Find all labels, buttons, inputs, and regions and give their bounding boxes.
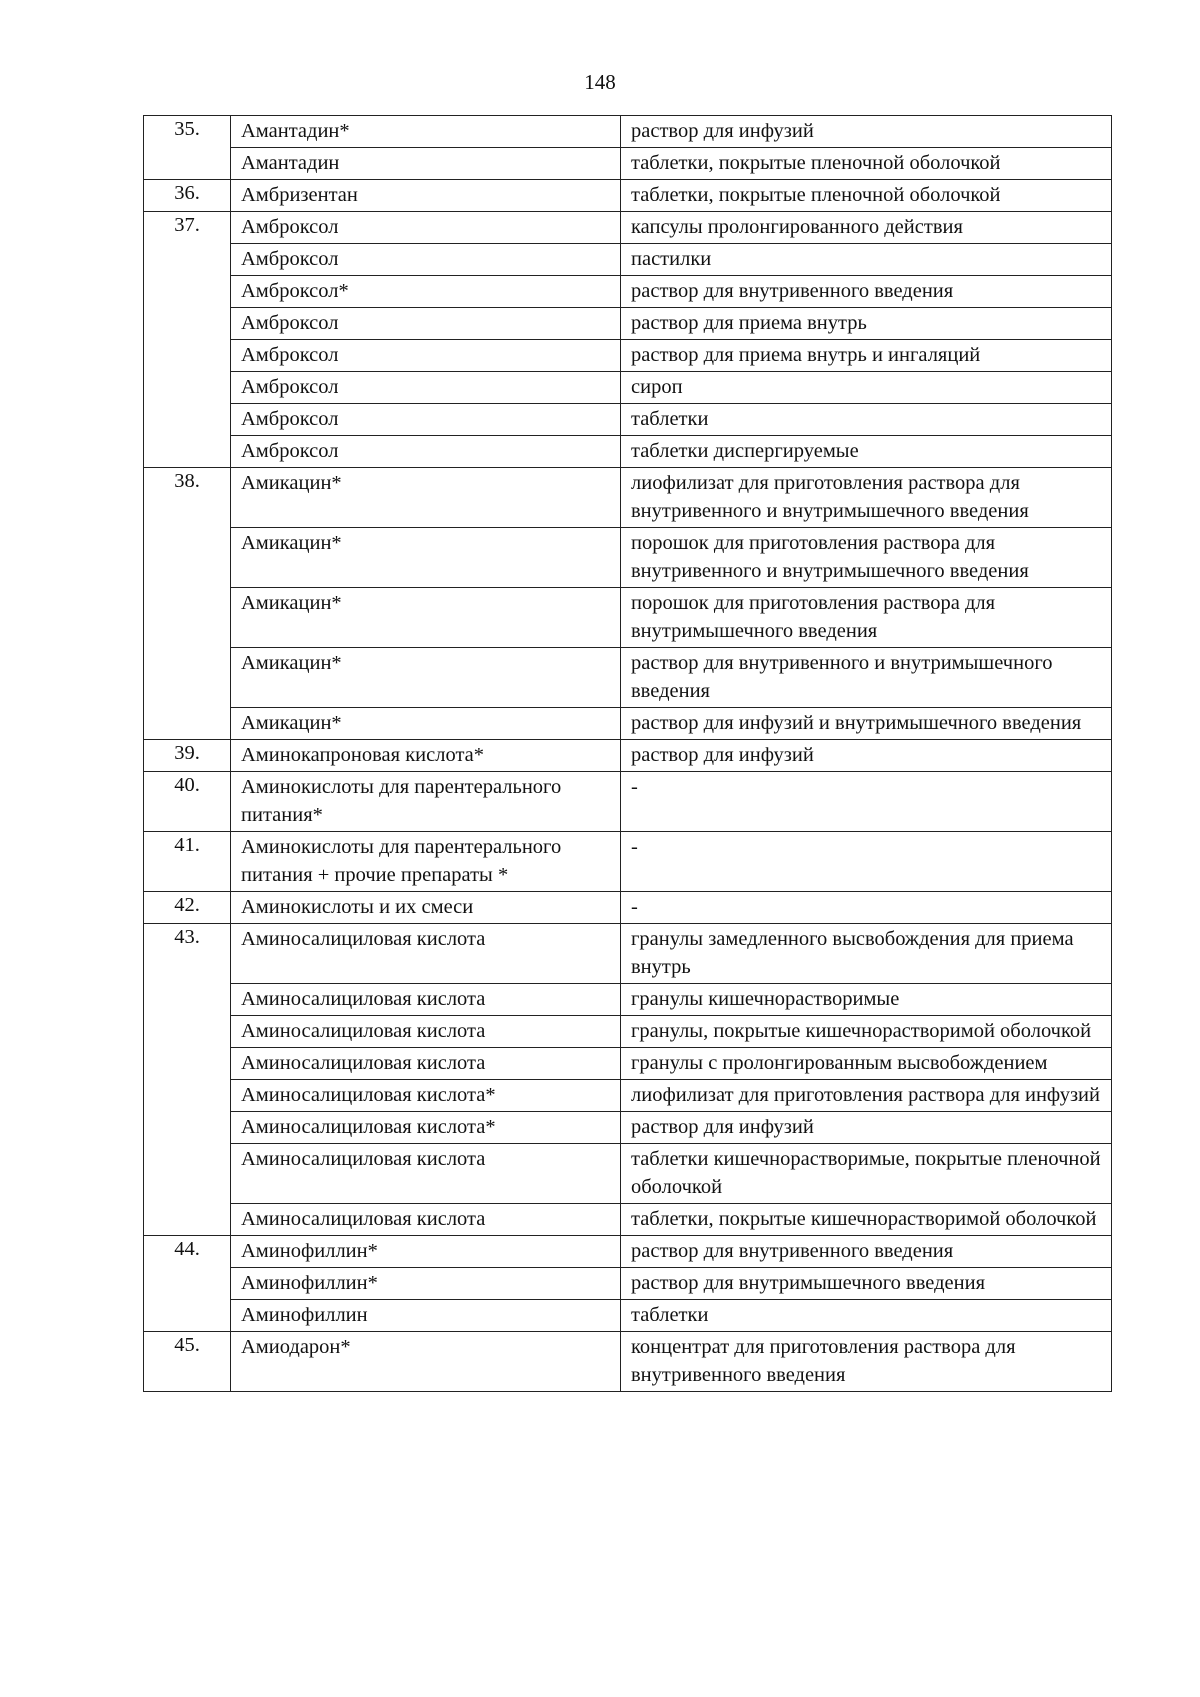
table-row xyxy=(144,1236,1112,1268)
table-row xyxy=(144,1204,1112,1236)
dosage-form-cell: раствор для инфузий и внутримышечного введения xyxy=(621,708,1112,740)
drug-name-cell: Аминосалициловая кислота xyxy=(231,1204,621,1236)
dosage-form-cell: раствор для внутривенного и внутримышечного введения xyxy=(621,648,1112,708)
drug-name-cell: Аминофиллин* xyxy=(231,1236,621,1268)
dosage-form-cell: раствор для инфузий xyxy=(621,740,1112,772)
drug-name-cell: Аминосалициловая кислота xyxy=(231,924,621,984)
table-row xyxy=(144,924,1112,984)
dosage-form-cell: порошок для приготовления раствора для внутривенного и внутримышечного введения xyxy=(621,528,1112,588)
table-row xyxy=(144,740,1112,772)
table-row xyxy=(144,1016,1112,1048)
dosage-form-cell: раствор для инфузий xyxy=(621,1112,1112,1144)
table-row xyxy=(144,588,1112,648)
drug-name-cell: Амикацин* xyxy=(231,468,621,528)
dosage-form-cell: таблетки, покрытые пленочной оболочкой xyxy=(621,180,1112,212)
table-row xyxy=(144,1268,1112,1300)
dosage-form-cell: раствор для приема внутрь xyxy=(621,308,1112,340)
row-number: 43. xyxy=(144,924,231,1236)
row-number: 41. xyxy=(144,832,231,892)
drug-name-cell: Амиодарон* xyxy=(231,1332,621,1392)
dosage-form-cell: капсулы пролонгированного действия xyxy=(621,212,1112,244)
drug-name-cell: Аминофиллин* xyxy=(231,1268,621,1300)
dosage-form-cell: раствор для инфузий xyxy=(621,116,1112,148)
drug-name-cell: Амброксол* xyxy=(231,276,621,308)
table-row xyxy=(144,436,1112,468)
table-row xyxy=(144,648,1112,708)
dosage-form-cell: гранулы кишечнорастворимые xyxy=(621,984,1112,1016)
dosage-form-cell: концентрат для приготовления раствора для внутривенного введения xyxy=(621,1332,1112,1392)
drug-name-cell: Аминокапроновая кислота* xyxy=(231,740,621,772)
drug-name-cell: Амикацин* xyxy=(231,588,621,648)
row-number: 36. xyxy=(144,180,231,212)
drug-name-cell: Аминокислоты для парентерального питания + прочие препараты * xyxy=(231,832,621,892)
drug-name-cell: Амброксол xyxy=(231,212,621,244)
dosage-form-cell: таблетки xyxy=(621,1300,1112,1332)
drug-name-cell: Аминосалициловая кислота xyxy=(231,1144,621,1204)
table-row xyxy=(144,708,1112,740)
drug-name-cell: Аминофиллин xyxy=(231,1300,621,1332)
table-row xyxy=(144,1144,1112,1204)
dosage-form-cell: пастилки xyxy=(621,244,1112,276)
drug-name-cell: Аминосалициловая кислота* xyxy=(231,1112,621,1144)
dosage-form-cell: таблетки, покрытые пленочной оболочкой xyxy=(621,148,1112,180)
dosage-form-cell: - xyxy=(621,892,1112,924)
table-row xyxy=(144,1080,1112,1112)
table-row xyxy=(144,244,1112,276)
table-body xyxy=(144,116,1112,1392)
drug-name-cell: Амброксол xyxy=(231,244,621,276)
table-row xyxy=(144,308,1112,340)
drug-name-cell: Аминосалициловая кислота* xyxy=(231,1080,621,1112)
table-row xyxy=(144,468,1112,528)
drug-name-cell: Амброксол xyxy=(231,436,621,468)
row-number: 39. xyxy=(144,740,231,772)
table-row xyxy=(144,116,1112,148)
row-number: 35. xyxy=(144,116,231,180)
dosage-form-cell: лиофилизат для приготовления раствора для инфузий xyxy=(621,1080,1112,1112)
row-number: 42. xyxy=(144,892,231,924)
drug-name-cell: Аминокислоты и их смеси xyxy=(231,892,621,924)
row-number: 40. xyxy=(144,772,231,832)
table-row xyxy=(144,832,1112,892)
dosage-form-cell: раствор для внутривенного введения xyxy=(621,1236,1112,1268)
dosage-form-cell: гранулы, покрытые кишечнорастворимой оболочкой xyxy=(621,1016,1112,1048)
table-row xyxy=(144,404,1112,436)
table-row xyxy=(144,1048,1112,1080)
drug-name-cell: Амантадин xyxy=(231,148,621,180)
drug-table xyxy=(143,115,1112,1392)
table-row xyxy=(144,180,1112,212)
table-row xyxy=(144,892,1112,924)
table-row xyxy=(144,772,1112,832)
table-row xyxy=(144,528,1112,588)
table-row xyxy=(144,212,1112,244)
drug-name-cell: Амикацин* xyxy=(231,528,621,588)
table-row xyxy=(144,340,1112,372)
row-number: 37. xyxy=(144,212,231,468)
row-number: 38. xyxy=(144,468,231,740)
table-row xyxy=(144,984,1112,1016)
page-number: 148 xyxy=(584,70,616,94)
drug-name-cell: Амброксол xyxy=(231,308,621,340)
drug-name-cell: Амброксол xyxy=(231,372,621,404)
dosage-form-cell: таблетки диспергируемые xyxy=(621,436,1112,468)
table-row xyxy=(144,148,1112,180)
dosage-form-cell: раствор для внутримышечного введения xyxy=(621,1268,1112,1300)
dosage-form-cell: раствор для внутривенного введения xyxy=(621,276,1112,308)
dosage-form-cell: лиофилизат для приготовления раствора для внутривенного и внутримышечного введения xyxy=(621,468,1112,528)
drug-name-cell: Аминокислоты для парентерального питания* xyxy=(231,772,621,832)
dosage-form-cell: гранулы с пролонгированным высвобождением xyxy=(621,1048,1112,1080)
table-row xyxy=(144,1332,1112,1392)
dosage-form-cell: - xyxy=(621,832,1112,892)
dosage-form-cell: - xyxy=(621,772,1112,832)
drug-name-cell: Аминосалициловая кислота xyxy=(231,1016,621,1048)
drug-name-cell: Аминосалициловая кислота xyxy=(231,984,621,1016)
drug-name-cell: Амикацин* xyxy=(231,648,621,708)
dosage-form-cell: таблетки кишечнорастворимые, покрытые пленочной оболочкой xyxy=(621,1144,1112,1204)
dosage-form-cell: раствор для приема внутрь и ингаляций xyxy=(621,340,1112,372)
table-row xyxy=(144,372,1112,404)
drug-name-cell: Амброксол xyxy=(231,340,621,372)
row-number: 44. xyxy=(144,1236,231,1332)
row-number: 45. xyxy=(144,1332,231,1392)
drug-name-cell: Амбризентан xyxy=(231,180,621,212)
drug-name-cell: Аминосалициловая кислота xyxy=(231,1048,621,1080)
dosage-form-cell: таблетки, покрытые кишечнорастворимой оболочкой xyxy=(621,1204,1112,1236)
table-row xyxy=(144,1112,1112,1144)
table-row xyxy=(144,276,1112,308)
dosage-form-cell: порошок для приготовления раствора для внутримышечного введения xyxy=(621,588,1112,648)
dosage-form-cell: таблетки xyxy=(621,404,1112,436)
drug-name-cell: Амброксол xyxy=(231,404,621,436)
drug-name-cell: Амантадин* xyxy=(231,116,621,148)
drug-name-cell: Амикацин* xyxy=(231,708,621,740)
dosage-form-cell: сироп xyxy=(621,372,1112,404)
dosage-form-cell: гранулы замедленного высвобождения для приема внутрь xyxy=(621,924,1112,984)
table-row xyxy=(144,1300,1112,1332)
